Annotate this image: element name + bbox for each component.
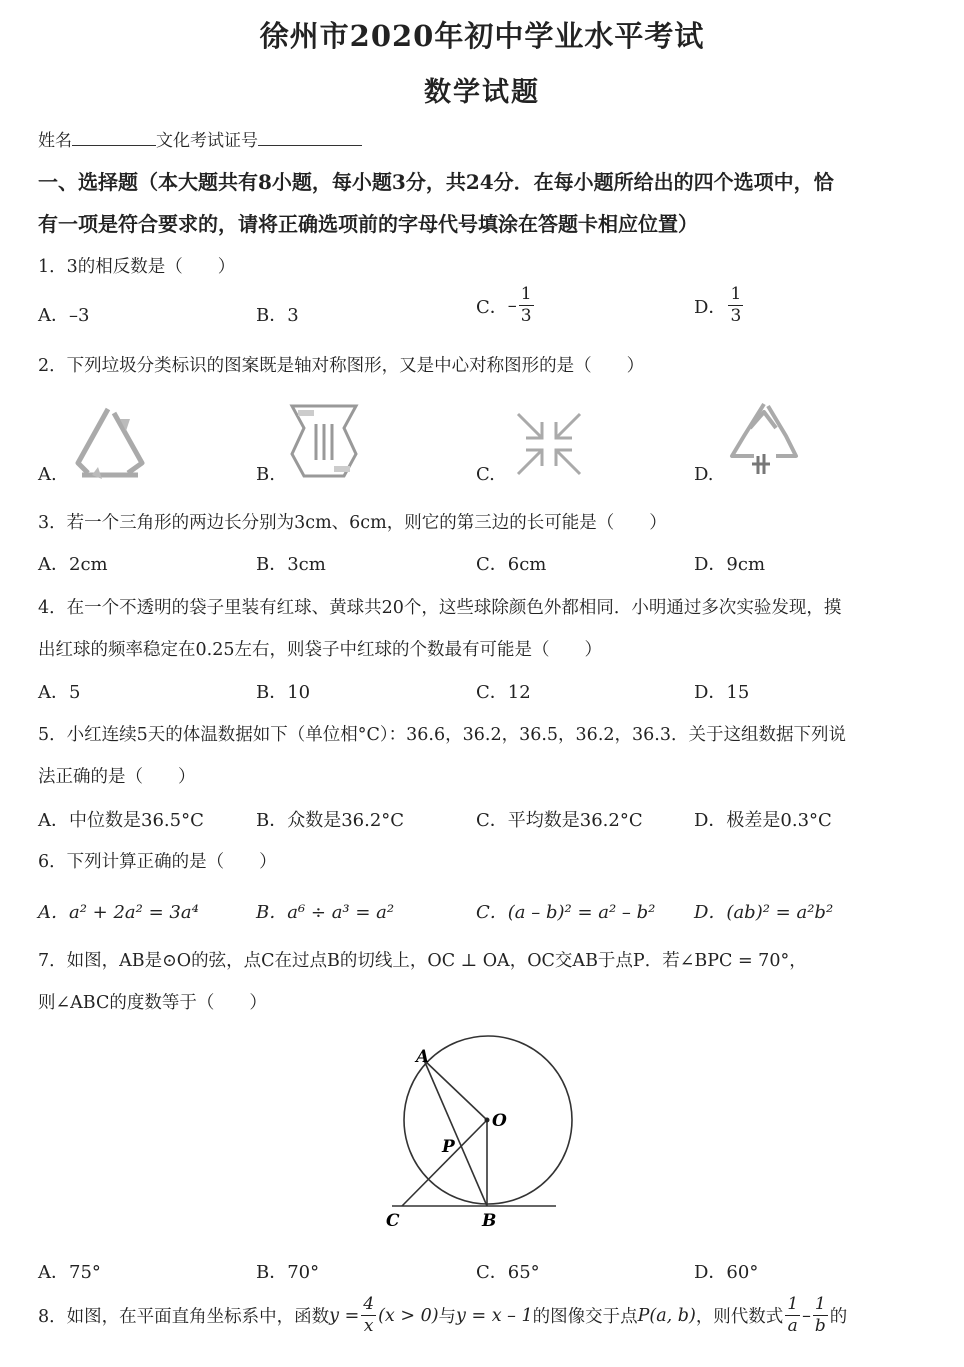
q8-minus: – xyxy=(802,1305,811,1326)
q7-line2: 则∠ABC的度数等于（ ） xyxy=(38,993,267,1013)
label-p: P xyxy=(442,1137,455,1157)
q2-option-c[interactable]: C. xyxy=(476,464,495,485)
q1-option-d[interactable] xyxy=(694,286,745,325)
q7-option-d[interactable]: D．60° xyxy=(694,1262,759,1283)
center-dot xyxy=(485,1118,490,1123)
recycle-arrows-icon xyxy=(724,398,804,480)
q1-d-num: 1 xyxy=(730,284,742,304)
segment-co xyxy=(402,1120,487,1206)
q6-option-c[interactable]: C．(a – b)² = a² – b² xyxy=(476,902,656,923)
id-blank[interactable] xyxy=(258,129,362,146)
q8-part5: 的 xyxy=(829,1307,848,1327)
exam-subtitle: 数学试题 xyxy=(424,77,540,108)
q1-d-den: 3 xyxy=(730,306,742,326)
q3-stem: 3．若一个三角形的两边长分别为3cm、6cm，则它的第三边的长可能是（ ） xyxy=(38,513,667,533)
q4-option-d[interactable]: D．15 xyxy=(694,682,750,703)
section1-line2: 有一项是符合要求的，请将正确选项前的字母代号填涂在答题卡相应位置） xyxy=(38,212,698,236)
q8-func2: y = x – 1 xyxy=(456,1305,533,1326)
q2-option-a[interactable]: A. xyxy=(38,464,57,485)
q8-part3: 的图像交于点 xyxy=(532,1307,638,1327)
q3-option-a[interactable]: A．2cm xyxy=(38,554,108,575)
q8-func1-fraction xyxy=(361,1296,376,1335)
q8-func1-den: x xyxy=(363,1316,374,1336)
q6-option-d[interactable]: D．(ab)² = a²b² xyxy=(694,902,834,923)
q8-expr1-den: a xyxy=(787,1316,798,1336)
q1-c-label: C． xyxy=(476,296,508,318)
q8-func1-lhs: y = xyxy=(329,1305,360,1326)
q1-c-num: 1 xyxy=(520,284,532,304)
q3-option-b[interactable]: B．3cm xyxy=(256,554,326,575)
q7-option-b[interactable]: B．70° xyxy=(256,1262,320,1283)
q8-expr2-den: b xyxy=(814,1316,826,1336)
label-c: C xyxy=(386,1211,400,1231)
q1-c-den: 3 xyxy=(520,306,532,326)
q3-option-d[interactable]: D．9cm xyxy=(694,554,766,575)
sort-bin-icon xyxy=(286,400,362,482)
exam-title: 徐州市2020年初中学业水平考试 xyxy=(259,19,705,53)
q6-stem: 6．下列计算正确的是（ ） xyxy=(38,852,277,872)
name-label: 姓名 xyxy=(38,131,72,151)
q1-option-a[interactable]: A．–3 xyxy=(38,305,90,326)
q5-line2: 法正确的是（ ） xyxy=(38,767,196,787)
q2-option-b[interactable]: B. xyxy=(256,464,275,485)
q8-part4: ，则代数式 xyxy=(695,1307,784,1327)
q1-option-b[interactable]: B．3 xyxy=(256,305,299,326)
name-blank[interactable] xyxy=(72,129,156,146)
section1-line1: 一、选择题（本大题共有8小题，每小题3分，共24分．在每小题所给出的四个选项中，恰 xyxy=(38,170,834,194)
label-b: B xyxy=(482,1211,497,1231)
q8-part1: 8．如图，在平面直角坐标系中，函数 xyxy=(38,1307,330,1327)
label-o: O xyxy=(492,1111,507,1131)
q7-circle-figure xyxy=(380,1030,580,1235)
q4-option-b[interactable]: B．10 xyxy=(256,682,311,703)
q1-d-fraction xyxy=(728,286,743,325)
q8-point: P(a, b) xyxy=(637,1305,696,1326)
q8-func1-num: 4 xyxy=(363,1294,375,1314)
q1-stem: 1．3的相反数是（ ） xyxy=(38,257,236,277)
q8-expr1-fraction xyxy=(785,1296,800,1335)
segment-ao xyxy=(424,1060,487,1120)
q8-part2: 与 xyxy=(438,1307,457,1327)
q5-line1: 5．小红连续5天的体温数据如下（单位相°C）：36.6，36.2，36.5，36.2，36.3．关于这组数据下列说 xyxy=(38,725,846,745)
q5-option-b[interactable]: B．众数是36.2°C xyxy=(256,810,405,831)
name-line xyxy=(38,126,362,151)
q8-expr2-fraction xyxy=(813,1296,828,1335)
q5-option-d[interactable]: D．极差是0.3°C xyxy=(694,810,832,831)
q8-func1-cond: (x > 0) xyxy=(378,1305,439,1326)
q2-stem: 2．下列垃圾分类标识的图案既是轴对称图形，又是中心对称图形的是（ ） xyxy=(38,356,645,376)
q5-option-a[interactable]: A．中位数是36.5°C xyxy=(38,810,204,831)
q5-option-c[interactable]: C．平均数是36.2°C xyxy=(476,810,643,831)
q4-option-c[interactable]: C．12 xyxy=(476,682,531,703)
q3-option-c[interactable]: C．6cm xyxy=(476,554,547,575)
q1-d-label: D． xyxy=(694,296,727,318)
q1-c-sign: – xyxy=(507,295,517,316)
q6-option-b[interactable]: B．a⁶ ÷ a³ = a² xyxy=(256,902,395,923)
q7-option-c[interactable]: C．65° xyxy=(476,1262,540,1283)
q4-line2: 出红球的频率稳定在0.25左右，则袋子中红球的个数最有可能是（ ） xyxy=(38,640,602,660)
q7-option-a[interactable]: A．75° xyxy=(38,1262,101,1283)
four-arrows-icon xyxy=(512,408,586,480)
q8-stem xyxy=(38,1296,847,1335)
q8-expr1-num: 1 xyxy=(787,1294,799,1314)
recycle-triangle-icon xyxy=(68,403,152,481)
id-label: 文化考试证号 xyxy=(156,131,258,151)
label-a: A xyxy=(416,1047,430,1067)
q4-option-a[interactable]: A．5 xyxy=(38,682,81,703)
q1-c-fraction xyxy=(519,286,534,325)
q1-option-c[interactable] xyxy=(476,286,536,325)
q2-option-d[interactable]: D. xyxy=(694,464,714,485)
q7-line1: 7．如图，AB是⊙O的弦，点C在过点B的切线上，OC ⊥ OA，OC交AB于点P．若∠BPC = 70°， xyxy=(38,951,807,971)
q4-line1: 4．在一个不透明的袋子里装有红球、黄球共20个，这些球除颜色外都相同．小明通过多次实验发现，摸 xyxy=(38,598,842,618)
q8-expr2-num: 1 xyxy=(814,1294,826,1314)
q6-option-a[interactable]: A．a² + 2a² = 3a⁴ xyxy=(38,902,199,923)
